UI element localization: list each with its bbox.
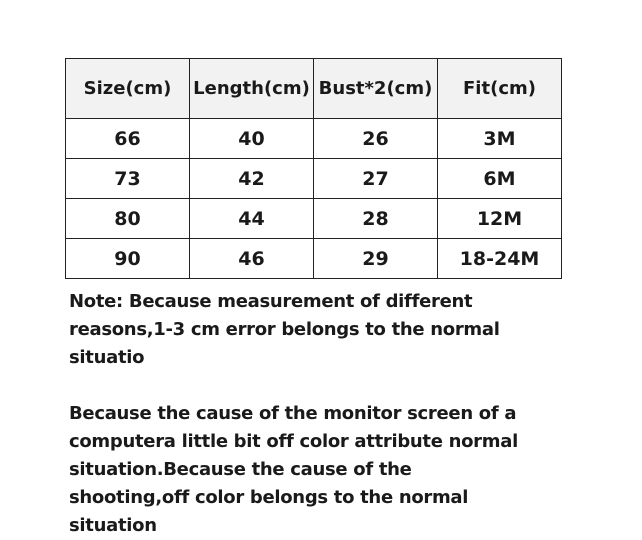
header-bust: Bust*2(cm) [314, 59, 438, 119]
table-row [66, 199, 562, 239]
header-fit: Fit(cm) [438, 59, 562, 119]
table-row [66, 159, 562, 199]
measurement-note: Note: Because measurement of different reasons,1-3 cm error belongs to the normal situatio [69, 291, 500, 368]
cell-fit: 12M [438, 199, 562, 239]
cell-bust: 26 [314, 119, 438, 159]
cell-size: 73 [66, 159, 190, 199]
cell-size: 90 [66, 239, 190, 279]
cell-fit: 3M [438, 119, 562, 159]
cell-length: 46 [190, 239, 314, 279]
cell-bust: 28 [314, 199, 438, 239]
cell-length: 40 [190, 119, 314, 159]
cell-length: 44 [190, 199, 314, 239]
cell-size: 80 [66, 199, 190, 239]
table-header-row [66, 59, 562, 119]
table-row [66, 119, 562, 159]
header-length: Length(cm) [190, 59, 314, 119]
header-size: Size(cm) [66, 59, 190, 119]
cell-bust: 27 [314, 159, 438, 199]
cell-bust: 29 [314, 239, 438, 279]
cell-fit: 6M [438, 159, 562, 199]
color-note: Because the cause of the monitor screen of a computera little bit off color attribute normal situation.Because the cause of the shooting,off color belongs to the normal situation [69, 403, 518, 536]
cell-size: 66 [66, 119, 190, 159]
size-chart-table [65, 58, 562, 279]
cell-fit: 18-24M [438, 239, 562, 279]
cell-length: 42 [190, 159, 314, 199]
table-row [66, 239, 562, 279]
